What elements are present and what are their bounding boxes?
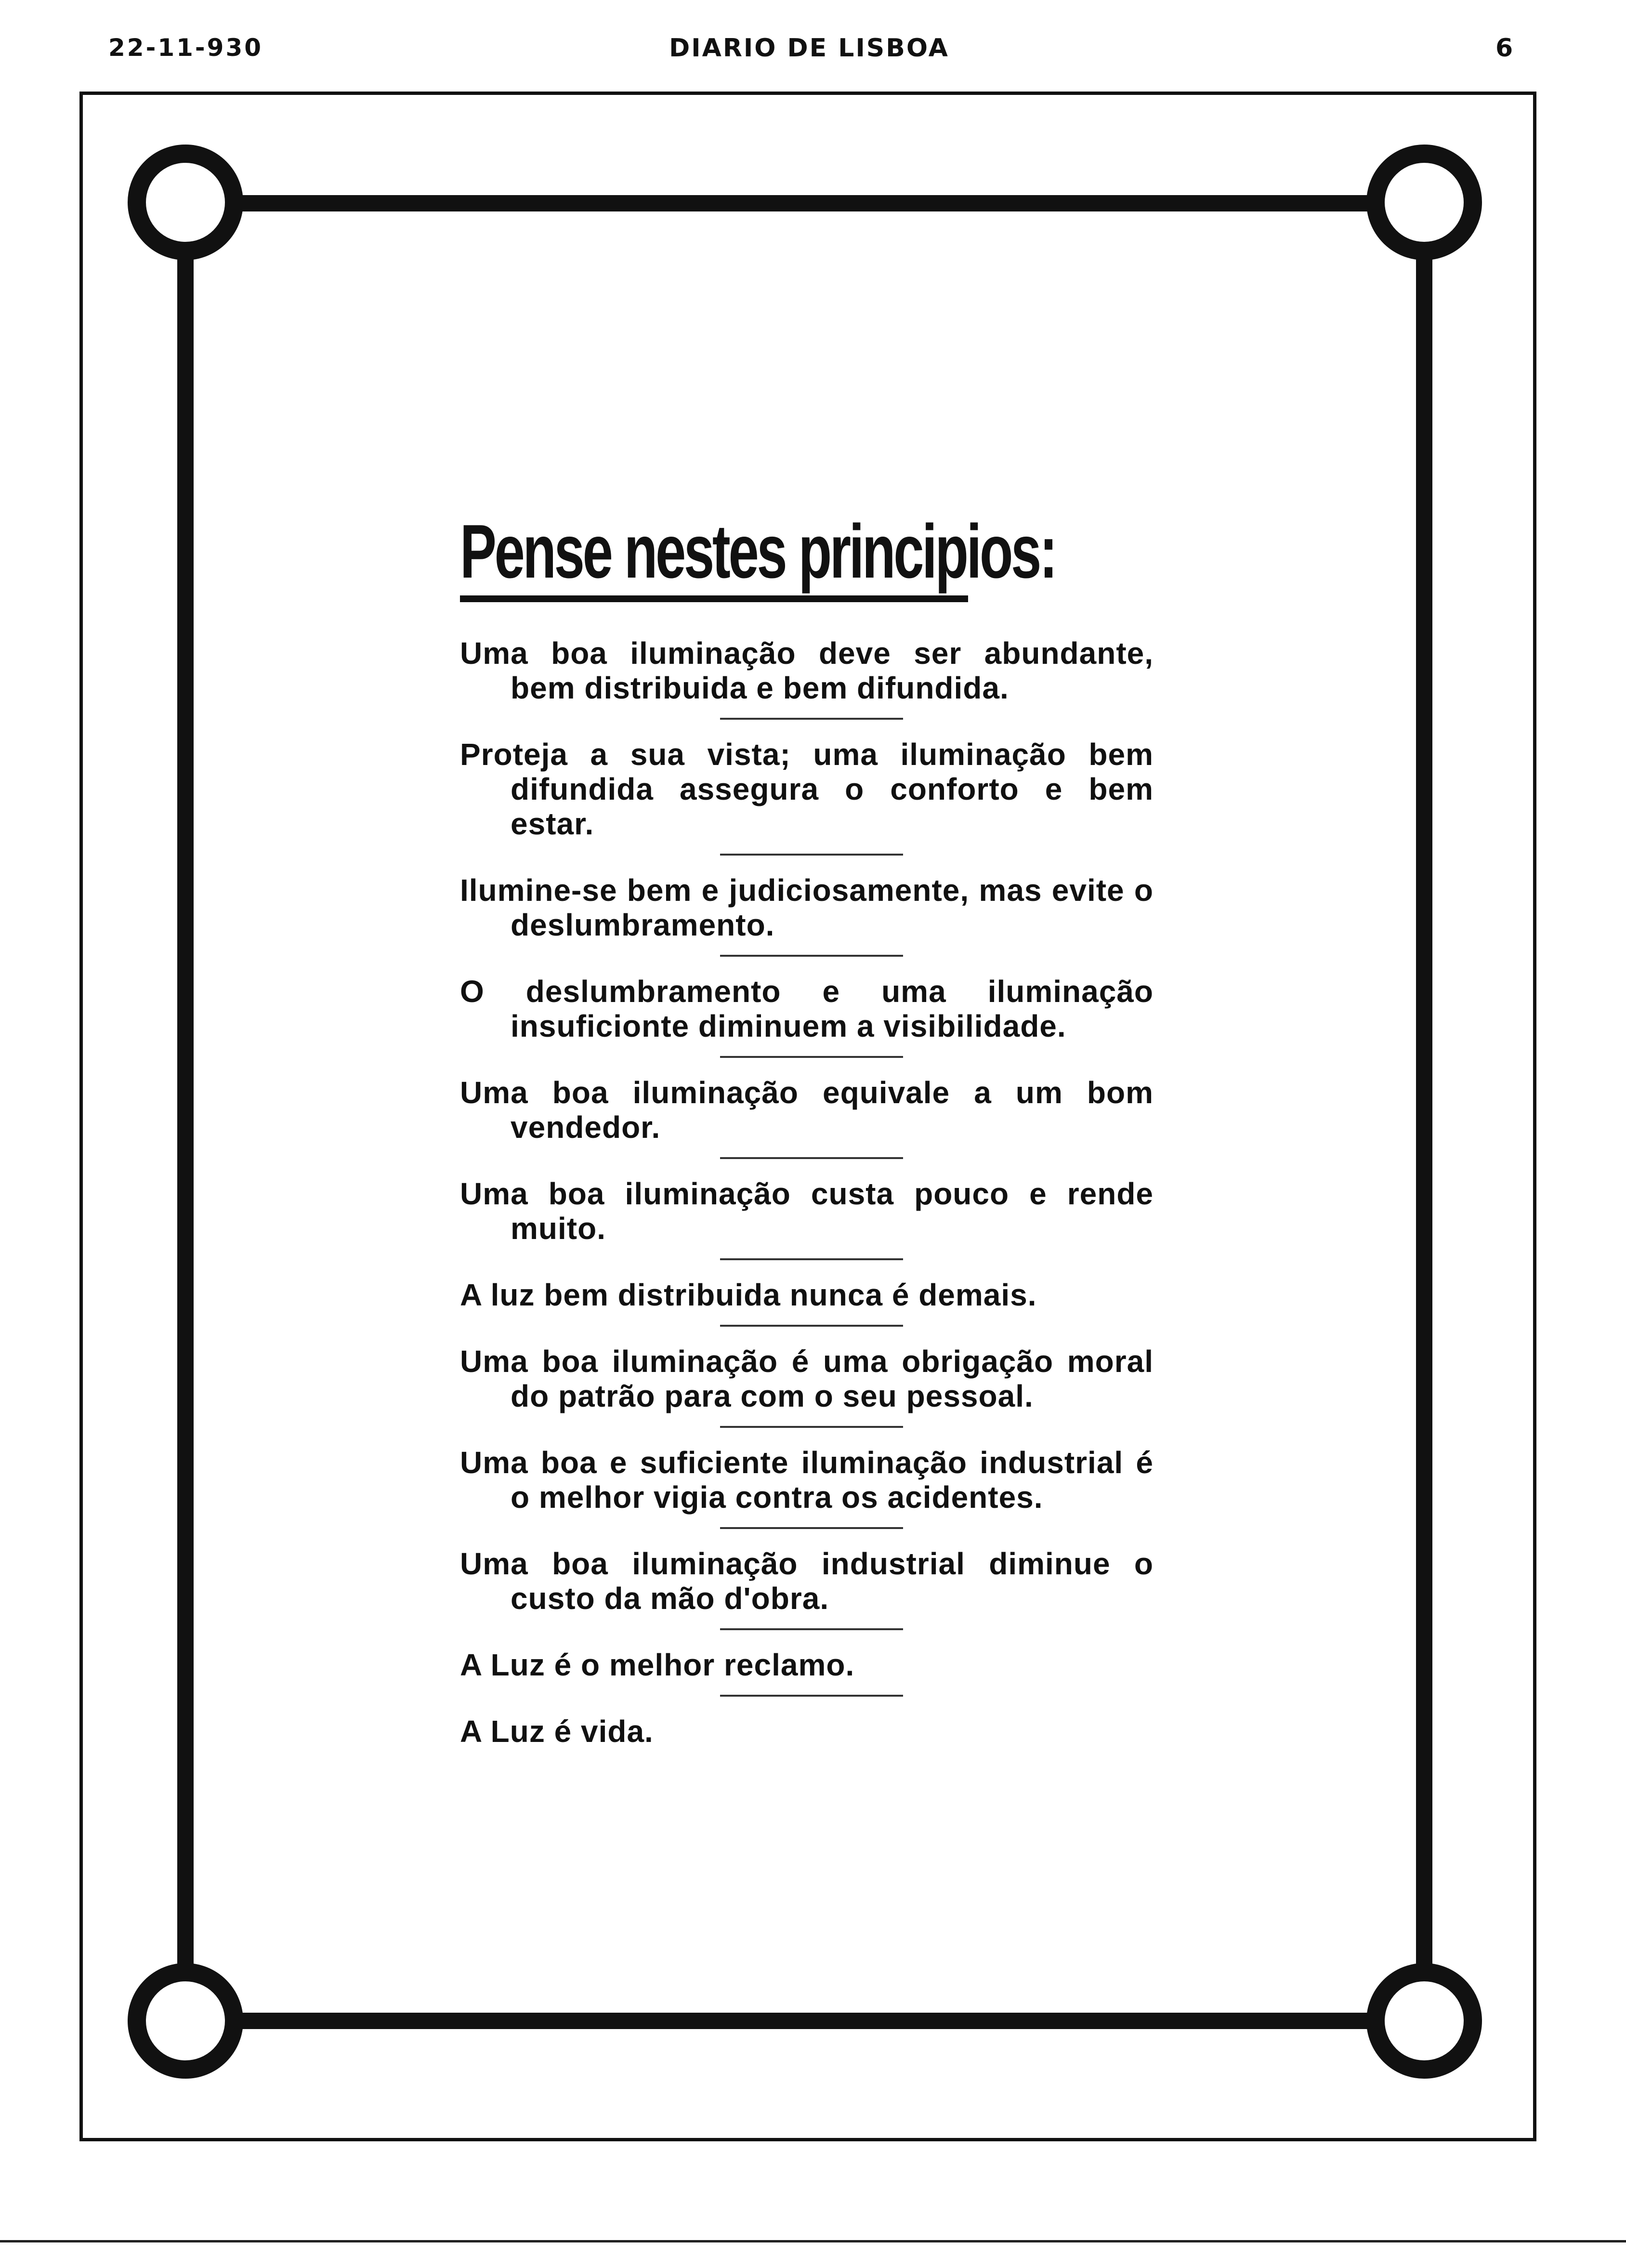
separator-rule bbox=[720, 1056, 903, 1058]
corner-ring-bottom-right bbox=[1366, 1963, 1482, 2079]
corner-ring-top-left bbox=[128, 145, 243, 260]
separator-rule bbox=[720, 1628, 903, 1630]
principle-item: Uma boa iluminação equivale a um bom vendedor. bbox=[460, 1075, 1154, 1145]
corner-ring-top-right bbox=[1366, 145, 1482, 260]
principle-item: A luz bem distribuida nunca é demais. bbox=[460, 1278, 1037, 1312]
separator-rule bbox=[720, 1695, 903, 1697]
principle-item: Uma boa iluminação é uma obrigação moral do patrão para com o seu pessoal. bbox=[460, 1344, 1154, 1413]
principle-item: Ilumine-se bem e judiciosamente, mas evite o deslumbramento. bbox=[460, 873, 1154, 942]
principle-item: Uma boa iluminação industrial diminue o custo da mão d'obra. bbox=[460, 1546, 1154, 1616]
separator-rule bbox=[720, 1527, 903, 1529]
separator-rule bbox=[720, 1258, 903, 1260]
frame-left-bar bbox=[177, 255, 194, 1980]
principle-item: A Luz é o melhor reclamo. bbox=[460, 1648, 855, 1682]
advert-content bbox=[460, 511, 1154, 1749]
page-bottom-rule bbox=[0, 2240, 1626, 2242]
advert-heading: Pense nestes principios: bbox=[460, 509, 1056, 594]
separator-rule bbox=[720, 1157, 903, 1159]
heading-underline bbox=[460, 595, 968, 602]
page-header bbox=[0, 34, 1626, 67]
corner-ring-bottom-left bbox=[128, 1963, 243, 2079]
principle-item: Uma boa e suficiente iluminação industrial é o melhor vigia contra os acidentes. bbox=[460, 1445, 1154, 1515]
separator-rule bbox=[720, 718, 903, 720]
principle-item: O deslumbramento e uma iluminação insuficionte diminuem a visibilidade. bbox=[460, 974, 1154, 1043]
frame-right-bar bbox=[1416, 255, 1432, 1980]
frame-bottom-bar bbox=[222, 2013, 1397, 2029]
frame-top-bar bbox=[222, 195, 1397, 211]
separator-rule bbox=[720, 1426, 903, 1428]
separator-rule bbox=[720, 955, 903, 957]
newspaper-title: DIARIO DE LISBOA bbox=[669, 34, 949, 63]
principle-item: Proteja a sua vista; uma iluminação bem difundida assegura o conforto e bem estar. bbox=[460, 737, 1154, 841]
page-number: 6 bbox=[1495, 34, 1513, 63]
separator-rule bbox=[720, 854, 903, 856]
separator-rule bbox=[720, 1325, 903, 1327]
issue-date: 22-11-930 bbox=[108, 34, 263, 62]
principle-item: Uma boa iluminação custa pouco e rende muito. bbox=[460, 1176, 1154, 1246]
principle-item: A Luz é vida. bbox=[460, 1714, 654, 1749]
principle-item: Uma boa iluminação deve ser abundante, bem distribuida e bem difundida. bbox=[460, 636, 1154, 705]
